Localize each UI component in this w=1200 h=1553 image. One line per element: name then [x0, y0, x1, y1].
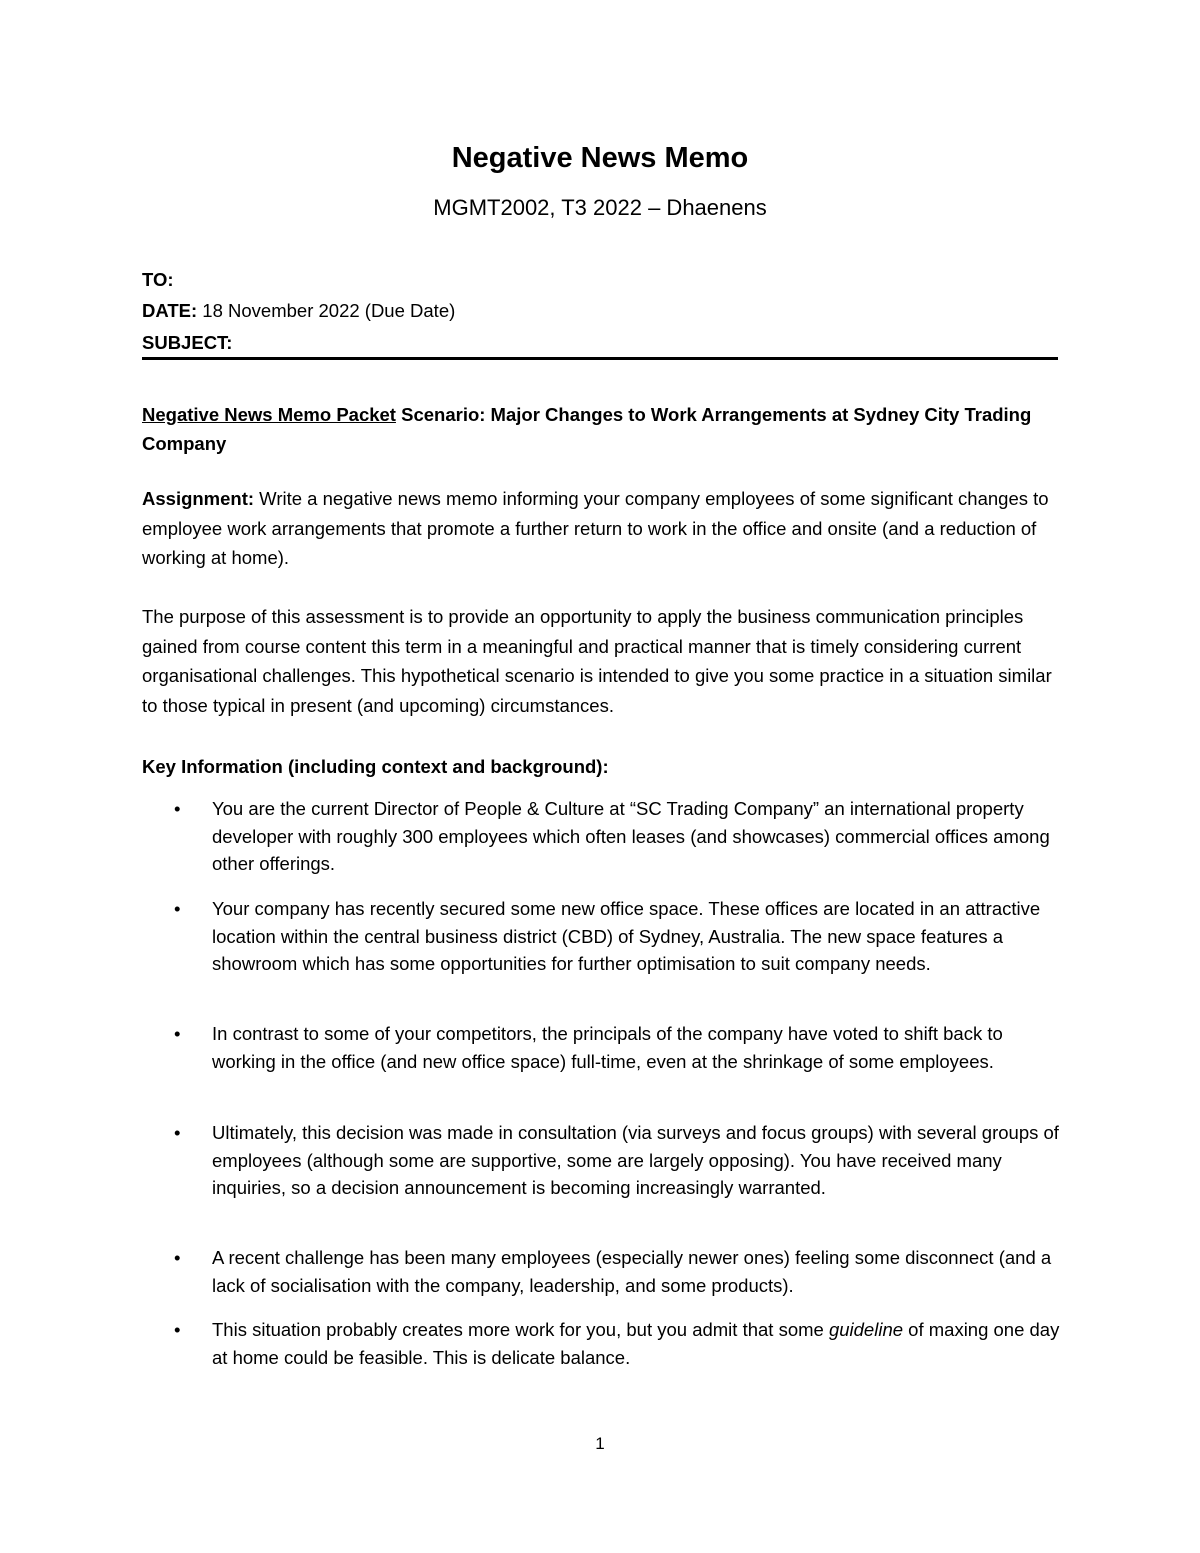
bullet-icon: • [174, 798, 181, 819]
bullet-icon: • [174, 898, 181, 919]
memo-date-label: DATE: [142, 300, 198, 321]
packet-label: Negative News Memo Packet [142, 404, 396, 425]
list-item-text [212, 1316, 1062, 1371]
bullet-icon: • [174, 1319, 181, 1340]
list-item-text: You are the current Director of People & Culture at “SC Trading Company” an international property developer with roughly 300 employees which often leases (and showcases) commercial offices among other offerings. [212, 798, 1050, 874]
emphasis-guideline: guideline [828, 1319, 904, 1340]
scenario-title: Scenario: Major Changes to Work Arrangements at Sydney City Trading Company [142, 404, 1032, 454]
list-item-text: Your company has recently secured some new office space. These offices are located in an attractive location within the central business district (CBD) of Sydney, Australia. The new space features a showroom which has some opportunities for further optimisation to suit company needs. [212, 898, 1041, 974]
bullet-icon: • [174, 1023, 181, 1044]
memo-date-line [142, 299, 455, 323]
list-item-text-start: This situation probably creates more work for you, but you admit that some [212, 1319, 829, 1340]
key-information-heading: Key Information (including context and background): [142, 756, 609, 777]
bullet-icon: • [174, 1247, 181, 1268]
list-item-text-end: of maxing one day at home could be feasible. This is delicate balance. [212, 1319, 1060, 1368]
list-item-text: In contrast to some of your competitors, the principals of the company have voted to shift back to working in the office (and new office space) full-time, even at the shrinkage of some employees. [212, 1023, 1003, 1072]
list-item-text: Ultimately, this decision was made in consultation (via surveys and focus groups) with several groups of employees (although some are supportive, some are largely opposing). You have received many inquiries, so a decision announcement is becoming increasingly warranted. [212, 1122, 1059, 1198]
memo-to-line [142, 268, 174, 292]
header-divider [142, 357, 1058, 360]
assignment-paragraph [142, 484, 1062, 573]
purpose-paragraph: The purpose of this assessment is to provide an opportunity to apply the business communication principles gained from course content this term in a meaningful and practical manner that is timely considering current organisational challenges. This hypothetical scenario is intended to give you some practice in a situation similar to those typical in present (and upcoming) circumstances. [142, 606, 1052, 716]
memo-date-value: 18 November 2022 (Due Date) [197, 300, 456, 321]
document-title: Negative News Memo [451, 142, 749, 174]
memo-subject-line [142, 331, 232, 355]
list-item-text: A recent challenge has been many employees (especially newer ones) feeling some disconnect (and a lack of socialisation with the company, leadership, and some products). [212, 1247, 1052, 1296]
memo-to-label: TO: [142, 269, 174, 290]
assignment-text: Write a negative news memo informing your company employees of some significant changes to employee work arrangements that promote a further return to work in the office and onsite (and a reduction of working at home). [142, 488, 1049, 568]
memo-subject-label: SUBJECT: [142, 332, 233, 353]
document-subtitle: MGMT2002, T3 2022 – Dhaenens [433, 195, 767, 220]
page-number: 1 [595, 1434, 605, 1453]
assignment-label: Assignment: [142, 488, 255, 509]
scenario-heading [142, 400, 1062, 458]
bullet-icon: • [174, 1122, 181, 1143]
